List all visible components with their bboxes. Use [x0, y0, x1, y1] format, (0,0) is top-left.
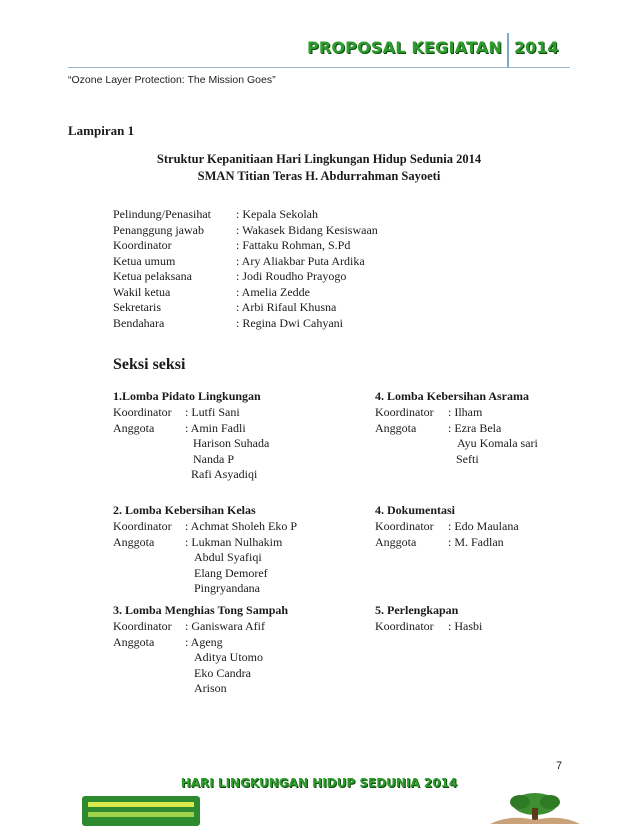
member-name: Rafi Asyadiqi	[191, 467, 258, 481]
koordinator-name: : Achmat Sholeh Eko P	[185, 519, 297, 533]
anggota-name: : Ezra Bela	[448, 420, 502, 435]
committee-role: Bendahara	[113, 315, 165, 330]
anggota-label: Anggota	[113, 420, 155, 435]
member-name: Ayu Komala sari	[457, 436, 538, 450]
member-name: Eko Candra	[194, 665, 251, 680]
seksi-heading: Seksi seksi	[113, 356, 186, 373]
committee-role: Ketua umum	[113, 253, 176, 268]
koordinator-label: Koordinator	[375, 619, 434, 633]
section-title: 5. Perlengkapan	[375, 603, 459, 617]
member-name: Arison	[194, 681, 227, 695]
committee-role: Koordinator	[113, 238, 172, 252]
document-year: 2014	[514, 38, 559, 57]
koordinator-name: : Ganiswara Afif	[185, 619, 265, 633]
committee-role: Penanggung jawab	[113, 222, 204, 237]
member-name: Nanda P	[193, 451, 234, 466]
page-number: 7	[556, 760, 563, 772]
anggota-name: : Lukman Nulhakim	[185, 534, 283, 549]
member-name: Sefti	[456, 451, 479, 466]
committee-role: Pelindung/Penasihat	[113, 207, 211, 221]
committee-name: : Jodi Roudho Prayogo	[236, 269, 347, 283]
koordinator-label: Koordinator	[375, 519, 434, 533]
lampiran-label: Lampiran 1	[68, 123, 135, 138]
member-name: Elang Demoref	[194, 565, 268, 580]
structure-heading: Struktur Kepanitiaan Hari Lingkungan Hidup Sedunia 2014	[156, 152, 482, 166]
committee-role: Wakil ketua	[113, 284, 171, 299]
koordinator-name: : Edo Maulana	[448, 519, 519, 533]
header-rule	[68, 67, 570, 68]
committee-name: : Kepala Sekolah	[236, 207, 318, 221]
committee-name: : Arbi Rifaul Khusna	[236, 300, 337, 314]
section-title: 3. Lomba Menghias Tong Sampah	[113, 603, 289, 617]
document-subtitle: “Ozone Layer Protection: The Mission Goes”	[68, 74, 276, 86]
section-title: 2. Lomba Kebersihan Kelas	[113, 503, 256, 517]
member-name: Harison Suhada	[193, 436, 270, 450]
section-title: 1.Lomba Pidato Lingkungan	[113, 389, 261, 403]
document-title: PROPOSAL KEGIATAN	[306, 38, 502, 57]
go-green-logo	[82, 796, 200, 826]
koordinator-name: : Lutfi Sani	[185, 405, 240, 419]
anggota-name: : M. Fadlan	[448, 534, 504, 549]
committee-name: : Amelia Zedde	[236, 284, 310, 299]
committee-name: : Ary Aliakbar Puta Ardika	[236, 253, 365, 268]
koordinator-name: : Ilham	[448, 405, 483, 419]
koordinator-label: Koordinator	[375, 405, 434, 419]
committee-name: : Fattaku Rohman, S.Pd	[236, 238, 351, 252]
member-name: Abdul Syafiqi	[194, 550, 262, 564]
koordinator-name: : Hasbi	[448, 619, 483, 633]
member-name: Aditya Utomo	[194, 650, 263, 664]
green-tree-logo	[480, 790, 590, 826]
anggota-name: : Amin Fadli	[185, 420, 246, 435]
committee-name: : Regina Dwi Cahyani	[236, 315, 343, 330]
footer-title: HARI LINGKUNGAN HIDUP SEDUNIA 2014	[180, 776, 458, 790]
committee-role: Ketua pelaksana	[113, 269, 192, 283]
member-name: Pingryandana	[194, 581, 260, 595]
anggota-label: Anggota	[375, 534, 417, 549]
anggota-label: Anggota	[113, 634, 155, 649]
section-title: 4. Dokumentasi	[375, 503, 456, 517]
anggota-label: Anggota	[113, 534, 155, 549]
school-heading: SMAN Titian Teras H. Abdurrahman Sayoeti	[197, 169, 441, 183]
koordinator-label: Koordinator	[113, 619, 172, 633]
section-title: 4. Lomba Kebersihan Asrama	[375, 389, 530, 403]
committee-name: : Wakasek Bidang Kesiswaan	[236, 222, 378, 237]
anggota-name: : Ageng	[185, 634, 223, 649]
koordinator-label: Koordinator	[113, 519, 172, 533]
header-divider	[507, 33, 509, 67]
anggota-label: Anggota	[375, 420, 417, 435]
committee-role: Sekretaris	[113, 300, 161, 314]
koordinator-label: Koordinator	[113, 405, 172, 419]
